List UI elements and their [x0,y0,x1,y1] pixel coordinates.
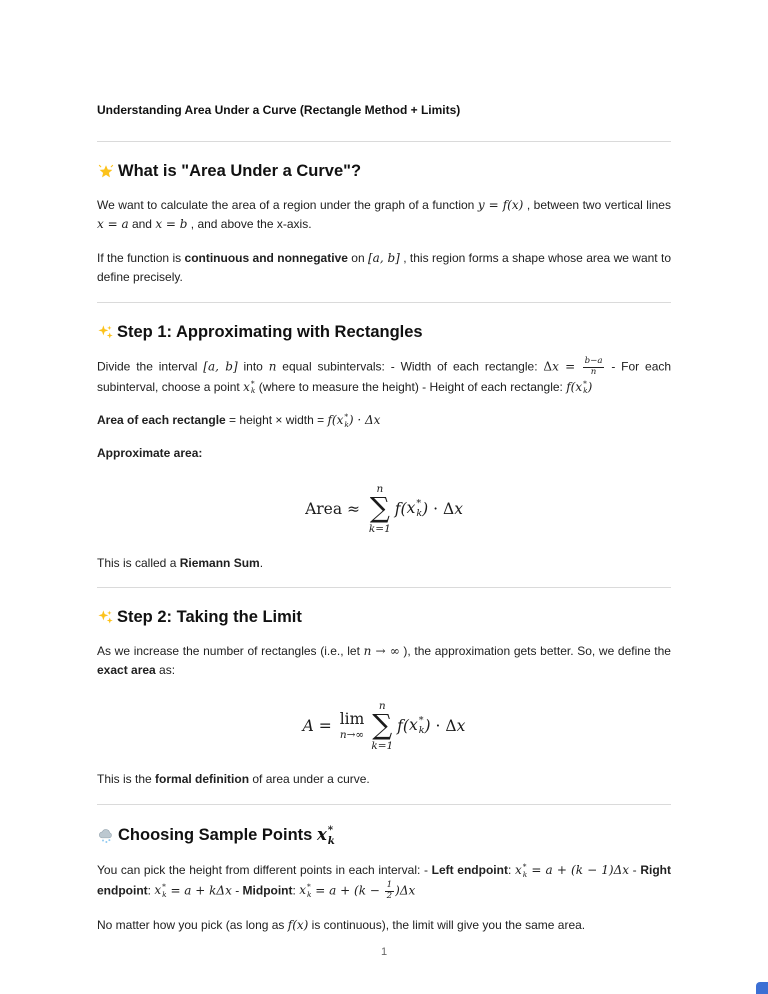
section-divider [97,804,671,805]
text-segment: - [629,863,641,878]
subsup-segment: x * k [336,411,349,429]
math-upright-segment: = [558,359,582,374]
section-what-is [97,162,671,288]
text-segment: into [237,359,269,374]
text-segment: on [347,250,368,265]
math-upright-segment: Δ [543,359,553,374]
text-segment: and [128,217,156,232]
paragraph [97,357,671,397]
text-segment: , and above the x-axis. [187,217,312,232]
subsup-segment: x * k [299,882,312,900]
bold-segment: Left endpoint [431,863,508,878]
bold-segment: exact area [97,663,156,678]
paragraph [97,444,671,463]
text-segment: . [259,555,264,570]
math-segment: x [552,359,559,374]
subsup-segment: x * k [243,378,256,396]
sparkles-icon [97,609,114,626]
summation-symbol: n ∑ k=1 [371,699,394,752]
text-segment: of area under a curve. [249,772,370,787]
paragraph [97,642,671,681]
text-segment: as: [155,663,176,678]
math-segment: )Δx [395,883,416,898]
paragraph [97,411,671,430]
section-divider [97,587,671,588]
cloud-snow-icon [97,827,115,845]
text-segment: This is the [97,772,156,787]
section-step2 [97,608,671,790]
section-choosing-sample-points [97,825,671,935]
math-segment: ) [422,500,429,519]
text-segment: , this region forms a shape whose area we want to define precisely. [97,250,672,285]
section-heading-step2 [97,608,671,627]
text-segment: - [231,883,243,898]
math-segment: = a + (k − 1)Δx [527,863,630,878]
text-segment: is continuous), the limit will give you the same area. [308,917,586,932]
math-segment: ) [424,717,431,736]
bold-segment: Midpoint [242,883,293,898]
paragraph [97,916,671,935]
section-divider [97,141,671,142]
math-segment: ) [587,379,593,394]
subsup-segment: x * k [408,715,425,737]
section-heading-text: What is "Area Under a Curve"? [118,162,362,180]
math-segment: [a, b] [368,250,400,265]
math-segment: f( [397,717,409,736]
math-segment: [a, b] [203,359,238,374]
section-heading-step1 [97,323,671,342]
bold-segment: Right endpoint [97,863,671,898]
math-upright-segment: = [313,717,337,736]
bold-segment: Approximate area: [97,446,203,461]
text-segment: No matter how you pick (as long as [97,917,288,932]
fraction-segment: $\frac{1}{2}$ [386,879,393,901]
text-segment: , between two vertical lines [523,198,671,212]
math-segment: n → ∞ [363,643,400,658]
limit-area-formula [97,701,671,752]
math-segment: n [268,359,277,374]
text-segment: As we increase the number of rectangles (i.e., let [97,643,364,658]
paragraph [97,770,671,789]
math-segment: = a + (k − [311,883,384,898]
bold-segment: Riemann Sum [179,555,260,570]
subsup-segment: x * k [154,882,167,900]
section-heading-what-is [97,162,671,181]
text-segment: : [292,883,300,898]
document-title: Understanding Area Under a Curve (Rectangle Method + Limits) [97,103,461,117]
text-segment: ), the approximation gets better. So, we define the [399,643,671,658]
text-segment: = height × width = [225,413,328,428]
text-segment: If the function is [97,250,185,265]
limit-symbol: lim n→∞ [339,710,365,741]
math-segment: x [456,717,466,736]
bold-segment: Area of each rectangle [97,413,226,428]
subsup-segment: x * k [406,498,423,520]
riemann-sum-formula [97,484,671,535]
subsup-segment: x * k [514,862,528,880]
subsup-segment: x * k [316,823,335,847]
text-segment: (where to measure the height) - Height of each rectangle: [255,379,567,394]
corner-badge[interactable] [756,982,768,994]
math-segment: x [454,500,463,519]
math-upright-segment: · Δ [430,717,457,736]
section-step1 [97,323,671,573]
text-segment: Divide the interval [97,359,204,374]
math-segment: ) · Δx [348,413,381,428]
math-segment: f(x) [287,917,309,932]
math-segment: y = f(x) [477,198,524,212]
paragraph [97,196,671,235]
text-segment: equal subintervals: - Width of each rectangle: [276,359,544,374]
section-divider [97,302,671,303]
text-segment: We want to calculate the area of a region under the graph of a function [97,198,478,212]
fraction-segment: $\frac{b-a}{n}$ [584,355,603,377]
paragraph [97,554,671,573]
section-heading-choosing [97,825,671,846]
bold-segment: formal definition [155,772,250,787]
page-number: 1 [380,946,388,958]
paragraph [97,249,671,288]
text-segment: : [507,863,515,878]
text-segment: Choosing Sample Points [118,825,317,844]
subsup-segment: x * k [575,378,588,396]
sparkles-icon [97,324,114,341]
math-upright-segment: · Δ [428,500,455,519]
section-heading-text: Step 2: Taking the Limit [117,607,302,626]
math-segment: x = b [155,217,188,232]
text-segment: You can pick the height from different points in each interval: - [97,863,432,878]
math-segment: f( [327,413,337,428]
math-upright-segment: Area ≈ [305,500,365,519]
math-segment: x = a [97,217,129,232]
glowing-star-icon [97,163,115,181]
math-segment: f( [394,500,407,519]
summation-symbol: n ∑ k=1 [368,482,391,535]
text-segment: This is called a [97,555,180,570]
text-segment: - For each subinterval, choose a point [97,359,672,394]
bold-segment: continuous and nonnegative [184,250,348,265]
text-segment: : [147,883,155,898]
math-segment: A [302,717,314,736]
section-heading-text: Step 1: Approximating with Rectangles [117,322,423,341]
math-segment: f( [566,379,576,394]
paragraph [97,861,671,901]
section-heading-text [118,825,335,846]
math-segment: = a + kΔx [166,883,232,898]
